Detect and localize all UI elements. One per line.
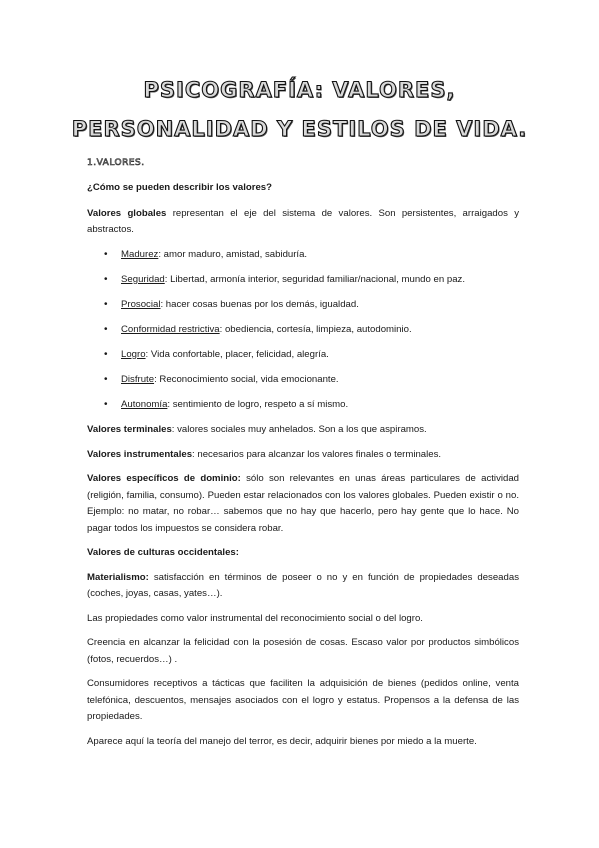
list-item-term: Autonomía (121, 399, 168, 411)
section-heading: 1.VALORES. (87, 158, 145, 168)
bullet-icon: • (104, 273, 108, 285)
term-valores-instrumentales: Valores instrumentales (87, 448, 193, 460)
term-valores-globales: Valores globales (87, 207, 167, 219)
list-item (87, 272, 519, 289)
definition-materialismo: satisfacción en términos de poseer o no y en función de propiedades deseadas (coches, joyas, casas, yates…). (87, 571, 519, 600)
definition-valores-dominio: sólo son relevantes en unas áreas particulares de actividad (religión, familia, consumo). Pueden estar relacionados con los valores globales. Pueden existir o no. Ejemplo: no matar, no robar… sabemos que no hay que hacerlo, pero hay gente que lo hace. No pagar todos los impuestos se considera robar. (87, 473, 520, 534)
paragraph-valores-dominio (87, 471, 519, 537)
paragraph: Aparece aquí la teoría del manejo del terror, es decir, adquirir bienes por miedo a la muerte. (87, 735, 477, 747)
paragraph-valores-instrumentales (87, 447, 519, 464)
term-materialismo: Materialismo: (87, 571, 149, 583)
definition-valores-instrumentales: : necesarios para alcanzar los valores finales o terminales. (192, 448, 442, 460)
question-heading: ¿Cómo se pueden describir los valores? (87, 182, 272, 193)
list-item (87, 347, 519, 364)
paragraph-valores-terminales (87, 422, 519, 439)
global-values-list (87, 247, 519, 414)
term-valores-dominio: Valores específicos de dominio: (87, 473, 241, 485)
list-item-text: : amor maduro, amistad, sabiduría. (158, 248, 308, 260)
subheading-culturas-occidentales: Valores de culturas occidentales: (87, 547, 239, 559)
list-item-text: : hacer cosas buenas por los demás, igualdad. (160, 298, 359, 310)
bullet-icon: • (104, 373, 108, 385)
list-item-term: Disfrute (121, 373, 155, 385)
list-item (87, 297, 519, 314)
list-item (87, 372, 519, 389)
document-title-line-2: PERSONALIDAD Y ESTILOS DE VIDA. (71, 117, 528, 141)
list-item-text: : Reconocimiento social, vida emocionante. (154, 373, 339, 385)
list-item (87, 247, 519, 264)
list-item-term: Logro (121, 348, 146, 360)
list-item-text: : Libertad, armonía interior, seguridad familiar/nacional, mundo en paz. (164, 273, 465, 285)
list-item-term: Prosocial (121, 298, 161, 310)
paragraph-valores-globales (87, 206, 519, 239)
paragraph: Las propiedades como valor instrumental del reconocimiento social o del logro. (87, 612, 423, 624)
document-title-line-1: PSICOGRAFÍA: VALORES, (143, 78, 456, 102)
list-item-text: : Vida confortable, placer, felicidad, alegría. (145, 348, 329, 360)
definition-valores-globales: representan el eje del sistema de valores. Son persistentes, arraigados y abstractos. (87, 207, 519, 235)
bullet-icon: • (104, 248, 108, 260)
list-item (87, 322, 519, 339)
list-item-term: Madurez (121, 248, 159, 260)
bullet-icon: • (104, 399, 108, 411)
list-item-term: Seguridad (121, 273, 165, 285)
paragraph-materialismo (87, 570, 519, 603)
document-body (87, 180, 519, 758)
paragraph: Consumidores receptivos a tácticas que faciliten la adquisición de bienes (pedidos online, venta telefónica, descuentos, mensajes asociados con el logro y estatus. Propensos a la defensa de las propiedades. (87, 678, 519, 723)
term-valores-terminales: Valores terminales (87, 424, 172, 436)
paragraph: Creencia en alcanzar la felicidad con la posesión de cosas. Escaso valor por productos simbólicos (fotos, recuerdos…) . (87, 637, 519, 665)
list-item (87, 397, 519, 414)
list-item-text: : obediencia, cortesía, limpieza, autodominio. (219, 323, 412, 335)
list-item-text: : sentimiento de logro, respeto a sí mismo. (167, 399, 349, 411)
bullet-icon: • (104, 323, 108, 335)
list-item-term: Conformidad restrictiva (121, 323, 220, 335)
bullet-icon: • (104, 298, 108, 310)
bullet-icon: • (104, 348, 108, 360)
definition-valores-terminales: : valores sociales muy anhelados. Son a los que aspiramos. (171, 424, 427, 436)
